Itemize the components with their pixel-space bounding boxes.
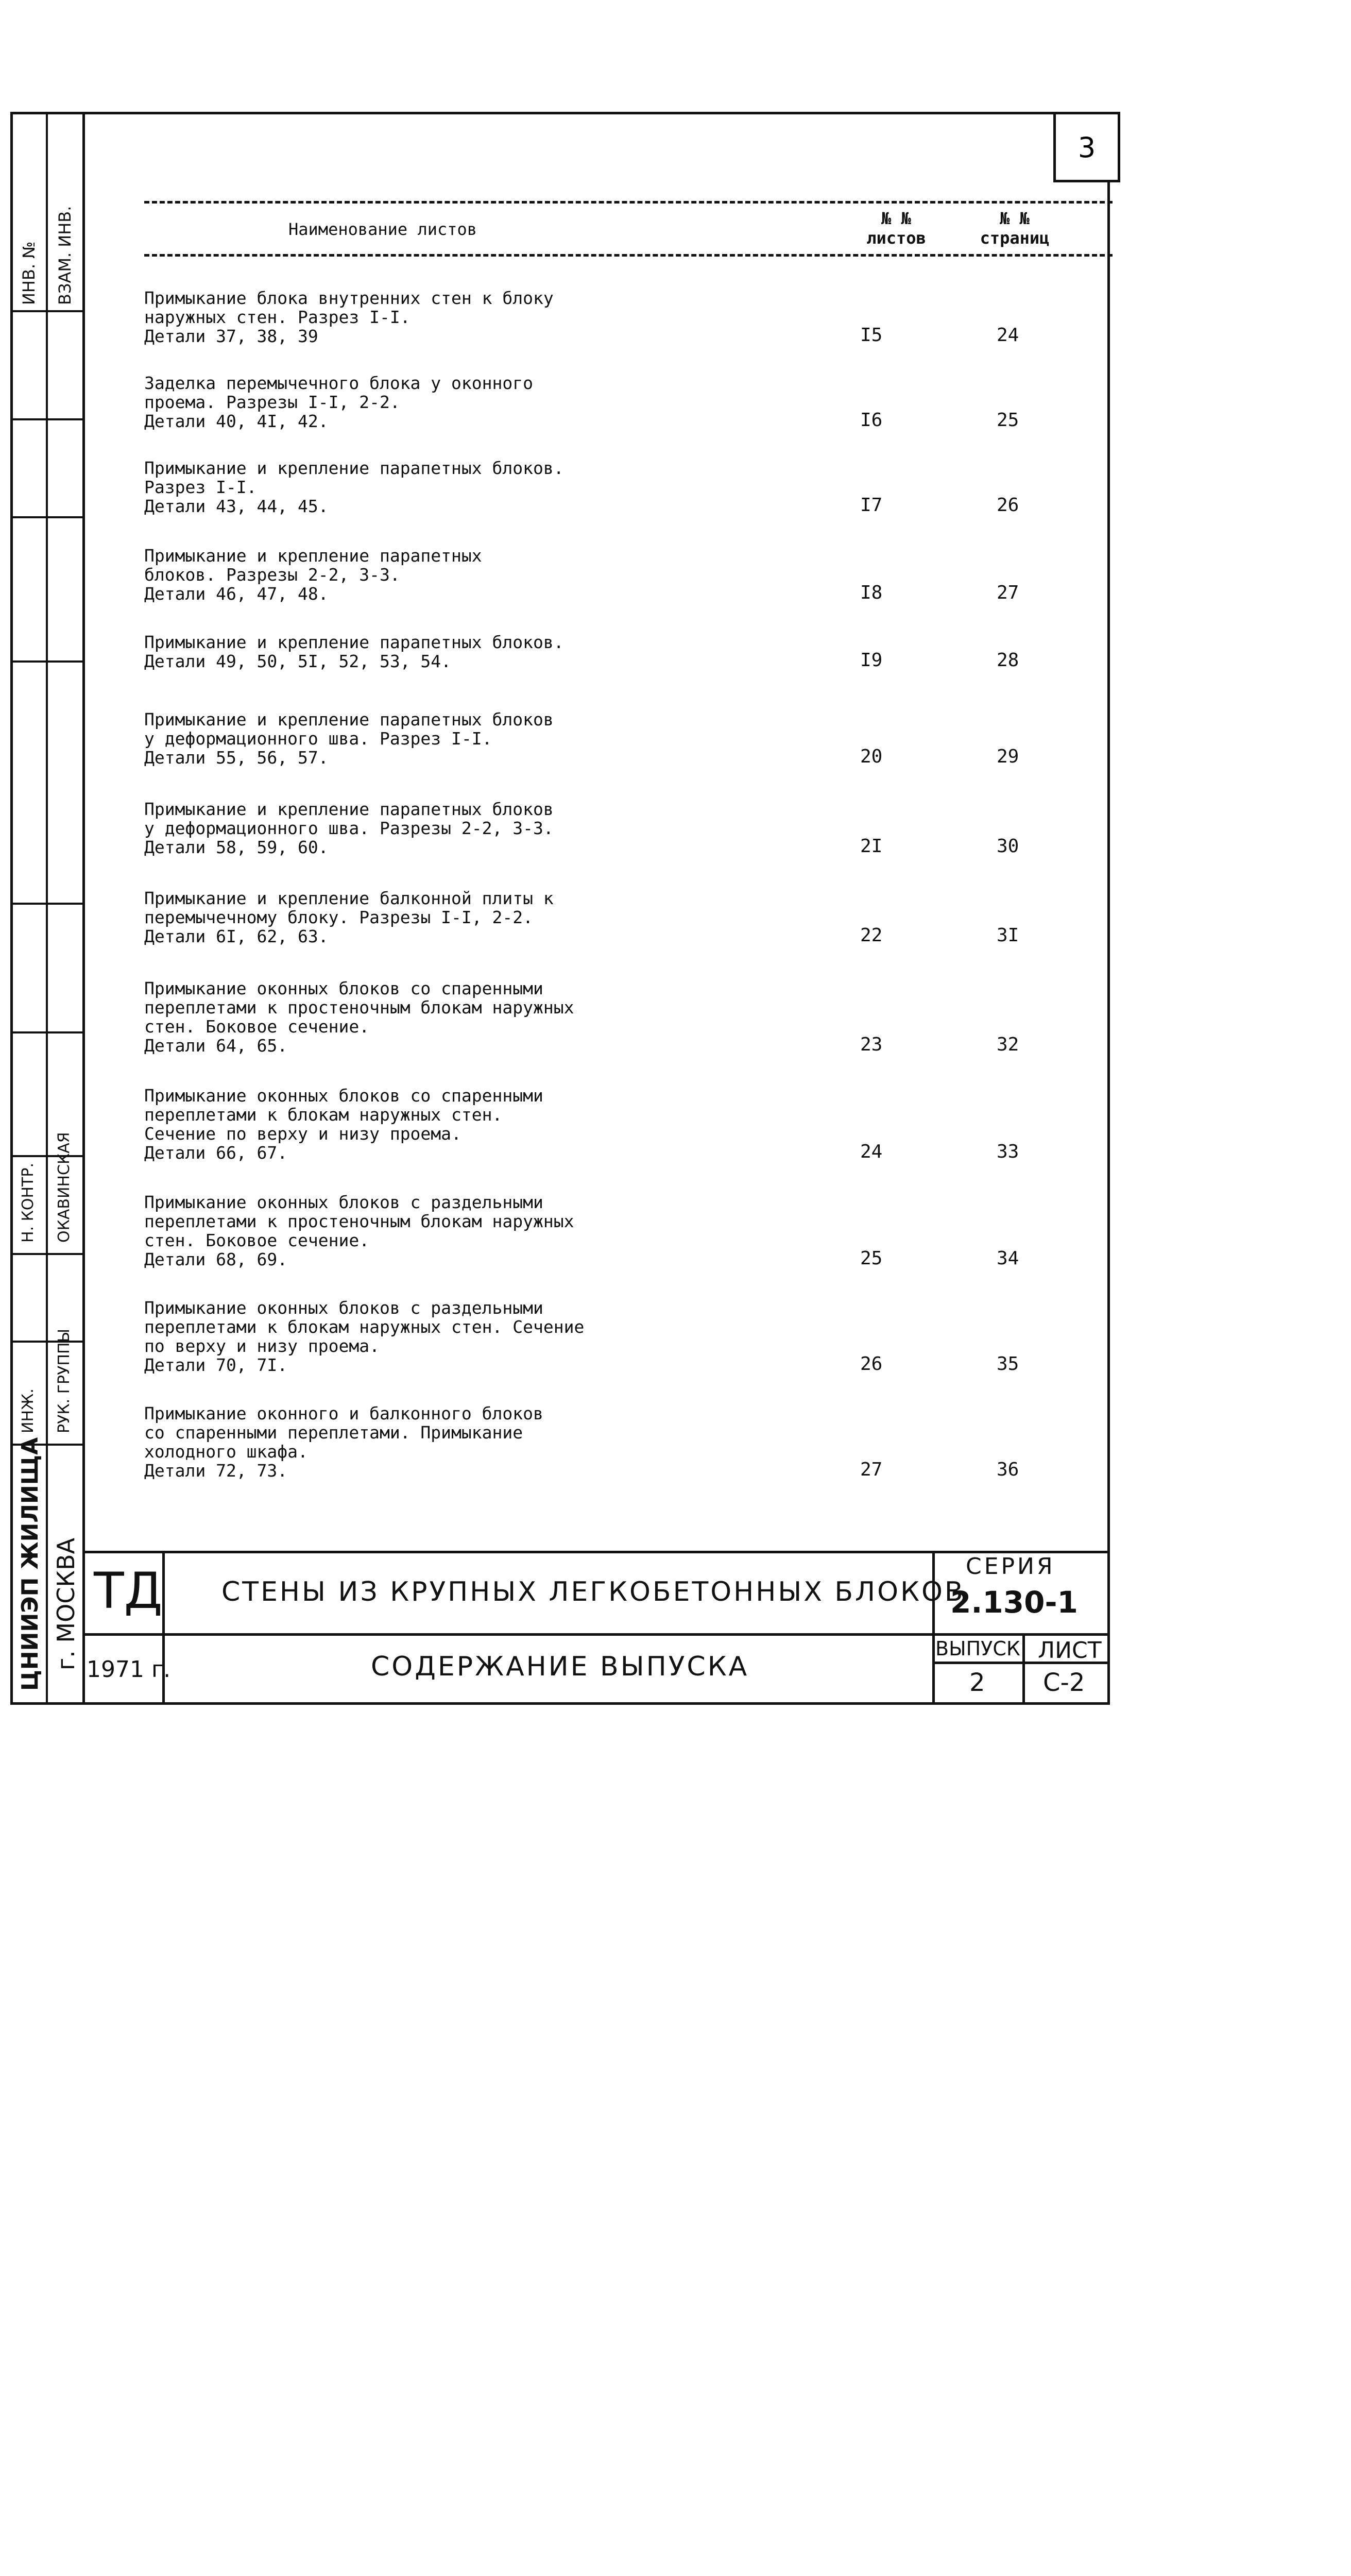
entry-page-number: 35 [997,1353,1019,1375]
contents-entry [144,373,1019,431]
column-header-title: Наименование листов [288,219,477,239]
entry-line: переплетами к простеночным блокам наружных [144,997,574,1018]
entry-line: переплетами к блокам наружных стен. Сечение [144,1317,585,1337]
entry-sheet-number: 26 [860,1353,883,1375]
entry-line: Примыкание и крепление парапетных [144,546,482,566]
title-block [82,1551,1110,1705]
year: 1971 г. [87,1656,171,1683]
contents-entry [144,1298,1019,1375]
column-header-pages [968,209,1061,248]
header-top-rule [144,201,1113,204]
entry-page-number: 28 [997,650,1019,671]
column-header-sheets-line2: листов [866,228,926,248]
entry-line: со спаренными переплетами. Примыкание [144,1422,523,1443]
entry-line: по верху и низу проема. [144,1336,380,1356]
column-header-sheets [858,209,935,248]
contents-entry [144,458,1019,516]
entry-sheet-number: 25 [860,1248,883,1269]
entry-line: стен. Боковое сечение. [144,1016,370,1037]
entry-sheet-number: 2I [860,836,883,857]
entry-line: Детали 68, 69. [144,1249,288,1269]
entry-page-number: 34 [997,1248,1019,1269]
entry-sheet-number: 20 [860,746,883,767]
entry-sheet-number: 22 [860,925,883,946]
entry-page-number: 33 [997,1141,1019,1162]
entry-line: проема. Разрезы I-I, 2-2. [144,392,400,412]
document-subtitle: СОДЕРЖАНИЕ ВЫПУСКА [371,1651,749,1682]
entry-sheet-number: 27 [860,1459,883,1480]
entry-line: блоков. Разрезы 2-2, 3-3. [144,565,400,585]
entry-line: Примыкание и крепление парапетных блоков [144,709,554,730]
entry-line: Примыкание оконных блоков с раздельными [144,1192,543,1212]
entry-line: Примыкание блока внутренних стен к блоку [144,288,554,308]
entry-line: Примыкание оконных блоков со спаренными [144,1086,543,1106]
entry-page-number: 36 [997,1459,1019,1480]
entry-line: Детали 72, 73. [144,1461,288,1481]
contents-entry [144,978,1019,1056]
document-title: СТЕНЫ ИЗ КРУПНЫХ ЛЕГКОБЕТОННЫХ БЛОКОВ [221,1577,965,1607]
entry-page-number: 24 [997,325,1019,346]
entry-line: Примыкание оконных блоков с раздельными [144,1298,543,1318]
replacement-inventory-label: ВЗАМ. ИНВ. [55,206,75,305]
entry-sheet-number: I6 [860,410,883,431]
entry-line: переплетами к простеночным блокам наружных [144,1211,574,1231]
entry-line: Детали 46, 47, 48. [144,584,329,604]
column-header-pages-line2: страниц [980,228,1050,248]
page-number: 3 [1053,112,1120,182]
entry-sheet-number: 23 [860,1034,883,1055]
entry-line: Детали 43, 44, 45. [144,496,329,516]
entry-sheet-number: I5 [860,325,883,346]
role-engineer: ИНЖ. [19,1388,37,1433]
contents-entry [144,546,1019,604]
role-norm-control: Н. КОНТР. [19,1162,37,1243]
entry-line: Примыкание оконных блоков со спаренными [144,978,543,998]
entry-line: Детали 64, 65. [144,1036,288,1056]
entry-line: Примыкание оконного и балконного блоков [144,1403,543,1423]
entry-line: Детали 66, 67. [144,1143,288,1163]
series-value: 2.130-1 [950,1585,1078,1620]
signer-name: ОКАВИНСКАЯ [55,1132,73,1243]
entry-line: Примыкание и крепление парапетных блоков. [144,632,564,652]
entry-line: у деформационного шва. Разрезы 2-2, 3-3. [144,818,554,838]
entry-line: наружных стен. Разрез I-I. [144,307,411,327]
entry-line: Сечение по верху и низу проема. [144,1124,461,1144]
left-binding-strip [10,112,82,1705]
contents-entry [144,799,1019,857]
organization-name: ЦНИИЭП ЖИЛИЩА [17,1437,43,1691]
contents-entry [144,1086,1019,1163]
entry-line: Примыкание и крепление парапетных блоков. [144,458,564,478]
entry-line: Детали 37, 38, 39 [144,326,318,346]
entry-line: Примыкание и крепление балконной плиты к [144,888,554,908]
entry-line: Разрез I-I. [144,477,257,497]
entry-page-number: 29 [997,746,1019,767]
entry-line: переплетами к блокам наружных стен. [144,1105,503,1125]
entry-line: Примыкание и крепление парапетных блоков [144,799,554,819]
contents-entry [144,632,1019,671]
entry-line: холодного шкафа. [144,1442,308,1462]
entry-line: Заделка перемычечного блока у оконного [144,373,533,393]
contents-entry [144,888,1019,946]
entry-sheet-number: I7 [860,495,883,516]
sheet-label: ЛИСТ [1038,1637,1102,1664]
entry-line: Детали 70, 7I. [144,1355,288,1375]
issue-value: 2 [969,1668,985,1697]
entry-sheet-number: I9 [860,650,883,671]
entry-line: Детали 40, 4I, 42. [144,411,329,431]
role-head-of-group: РУК. ГРУППЫ [55,1329,73,1433]
header-bottom-rule [144,254,1113,257]
entry-sheet-number: I8 [860,582,883,603]
contents-entry [144,1192,1019,1269]
entry-line: Детали 58, 59, 60. [144,837,329,857]
entry-page-number: 32 [997,1034,1019,1055]
issue-label: ВЫПУСК [935,1637,1020,1660]
contents-entry [144,709,1019,768]
sheet-value: С-2 [1043,1668,1085,1697]
entry-line: Детали 49, 50, 5I, 52, 53, 54. [144,651,452,671]
entry-sheet-number: 24 [860,1141,883,1162]
entry-page-number: 3I [997,925,1019,946]
organization-city: г. МОСКВА [52,1537,80,1670]
column-header-pages-line1: № № [1000,209,1030,228]
entry-page-number: 30 [997,836,1019,857]
contents-entry [144,288,1019,346]
entry-line: стен. Боковое сечение. [144,1230,370,1250]
entry-page-number: 27 [997,582,1019,603]
entry-line: перемычечному блоку. Разрезы I-I, 2-2. [144,907,533,927]
td-mark: ТД [94,1562,163,1620]
entry-line: Детали 6I, 62, 63. [144,926,329,946]
column-header-sheets-line1: № № [881,209,911,228]
entry-page-number: 25 [997,410,1019,431]
series-label: СЕРИЯ [966,1553,1055,1580]
contents-entry [144,1403,1019,1481]
entry-line: Детали 55, 56, 57. [144,748,329,768]
entry-page-number: 26 [997,495,1019,516]
inventory-number-label: ИНВ. № [19,241,39,305]
entry-line: у деформационного шва. Разрез I-I. [144,728,492,749]
